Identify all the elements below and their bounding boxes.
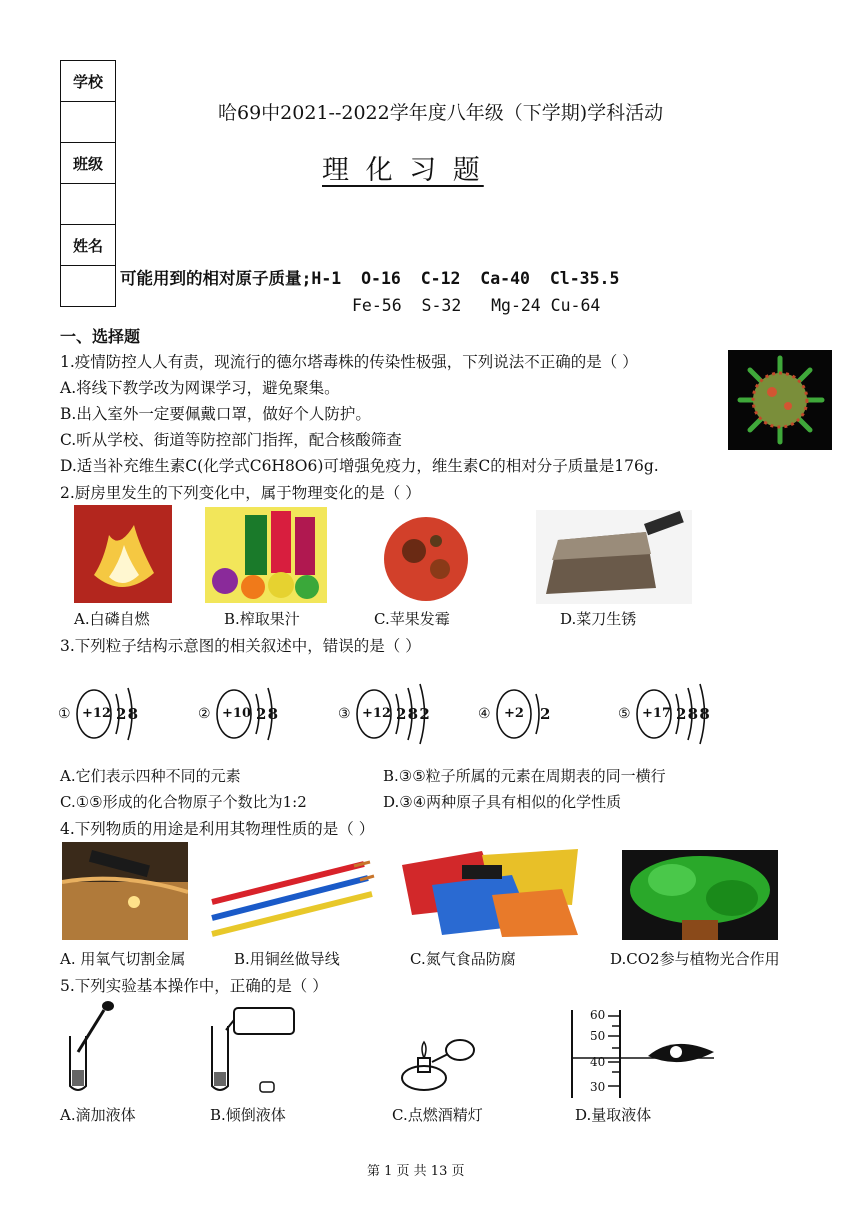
q3-option-a[interactable]: A.它们表示四种不同的元素 (60, 767, 241, 785)
q3-option-c[interactable]: C.①⑤形成的化合物原子个数比为1:2 (60, 793, 307, 811)
alcohol-lamp-image (398, 1024, 478, 1096)
q2-stem: 2.厨房里发生的下列变化中，属于物理变化的是（ ） (60, 484, 421, 502)
q5-caption-b: B.倾倒液体 (210, 1106, 286, 1124)
particle-1-shells-text: 2 8 (116, 705, 137, 723)
q5-caption-c: C.点燃酒精灯 (392, 1106, 483, 1124)
q2-caption-a: A.白磷自燃 (74, 610, 150, 628)
atomic-mass-line1: 可能用到的相对原子质量;H-1 O-16 C-12 Ca-40 Cl-35.5 (120, 269, 620, 288)
cylinder-tick-60: 60 (590, 1008, 606, 1022)
q4-caption-b: B.用铜丝做导线 (234, 950, 340, 968)
dropper-test-tube-image (60, 1000, 130, 1096)
class-label: 班级 (61, 143, 115, 184)
particle-1-nucleus: +12 (82, 706, 111, 721)
school-label: 学校 (61, 61, 115, 102)
q3-option-d[interactable]: D.③④两种原子具有相似的化学性质 (383, 793, 622, 811)
cylinder-tick-40: 40 (590, 1055, 606, 1069)
q1-option-b[interactable]: B.出入室外一定要佩戴口罩，做好个人防护。 (60, 405, 371, 423)
q5-stem: 5.下列实验基本操作中，正确的是（ ） (60, 977, 328, 995)
q4-caption-a: A. 用氧气切割金属 (60, 950, 186, 968)
q3-option-b[interactable]: B.③⑤粒子所属的元素在周期表的同一横行 (383, 767, 666, 785)
plant-photosynthesis-image (622, 850, 778, 940)
q4-caption-d: D.CO2参与植物光合作用 (610, 950, 780, 968)
oxygen-cutting-image (62, 842, 188, 940)
school-field[interactable] (61, 102, 115, 143)
q3-stem: 3.下列粒子结构示意图的相关叙述中，错误的是（ ） (60, 637, 421, 655)
pouring-liquid-image (200, 1000, 304, 1096)
copper-wire-image (204, 856, 376, 940)
particle-diagram-3 (338, 674, 438, 754)
name-label: 姓名 (61, 225, 115, 266)
fruit-juice-image (205, 507, 327, 603)
particle-diagram-5 (618, 674, 718, 754)
particle-2-label: ② (198, 706, 211, 722)
q2-caption-c: C.苹果发霉 (374, 610, 450, 628)
particle-3-label: ③ (338, 706, 351, 722)
q2-caption-d: D.菜刀生锈 (560, 610, 637, 628)
q1-option-c[interactable]: C.听从学校、街道等防控部门指挥，配合核酸筛查 (60, 431, 402, 449)
particle-2-shells-text: 2 8 (256, 705, 277, 723)
moldy-apple-image (378, 507, 474, 603)
food-package-image (392, 845, 588, 940)
q4-caption-c: C.氮气食品防腐 (410, 950, 516, 968)
particle-4-shells-text: 2 (540, 705, 551, 723)
particle-5-shells-text: 2 8 8 (676, 705, 708, 723)
student-info-table (60, 60, 116, 307)
particle-3-nucleus: +12 (362, 706, 391, 721)
atomic-mass-line2: Fe-56 S-32 Mg-24 Cu-64 (352, 296, 601, 315)
particle-1-label: ① (58, 706, 71, 722)
rusty-knife-image (536, 510, 692, 604)
particle-3-shells-text: 2 8 2 (396, 705, 428, 723)
graduated-cylinder-image (564, 1006, 724, 1098)
exam-title: 哈69中2021--2022学年度八年级（下学期)学科活动 (218, 102, 664, 124)
q4-stem: 4.下列物质的用途是利用其物理性质的是（ ） (60, 820, 375, 838)
q2-caption-b: B.榨取果汁 (224, 610, 300, 628)
cylinder-tick-50: 50 (590, 1029, 606, 1043)
class-field[interactable] (61, 184, 115, 225)
name-field[interactable] (61, 266, 115, 306)
particle-diagram-1 (58, 674, 148, 754)
q5-caption-d: D.量取液体 (575, 1106, 652, 1124)
page-footer: 第 1 页 共 13 页 (367, 1164, 465, 1179)
section-heading: 一、选择题 (60, 327, 141, 346)
q5-caption-a: A.滴加液体 (60, 1106, 136, 1124)
q1-option-d[interactable]: D.适当补充维生素C(化学式C6H8O6)可增强免疫力，维生素C的相对分子质量是176g. (60, 457, 659, 475)
q1-stem: 1.疫情防控人人有责，现流行的德尔塔毒株的传染性极强，下列说法不正确的是（ ） (60, 353, 638, 371)
cylinder-tick-30: 30 (590, 1080, 606, 1094)
particle-diagram-2 (198, 674, 288, 754)
particle-4-label: ④ (478, 706, 491, 722)
exam-subtitle: 理 化 习 题 (322, 155, 484, 186)
particle-5-nucleus: +17 (642, 706, 671, 721)
particle-4-nucleus: +2 (504, 706, 524, 721)
particle-5-label: ⑤ (618, 706, 631, 722)
virus-image (728, 350, 832, 450)
q1-option-a[interactable]: A.将线下教学改为网课学习，避免聚集。 (60, 379, 340, 397)
particle-diagram-4 (478, 674, 558, 754)
white-phosphorus-image (74, 505, 172, 603)
particle-2-nucleus: +10 (222, 706, 251, 721)
